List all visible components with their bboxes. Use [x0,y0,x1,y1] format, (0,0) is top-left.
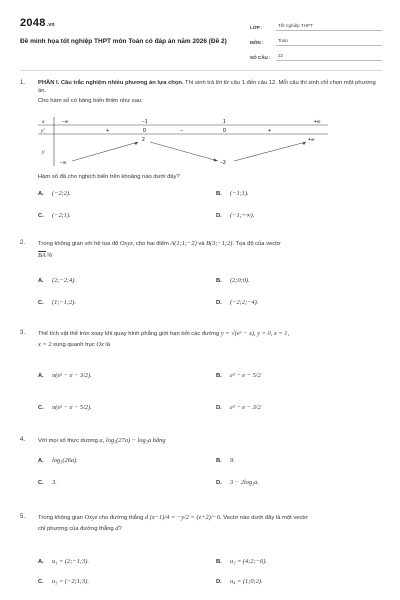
yprime-label: y' [41,128,45,134]
option-b[interactable] [216,457,235,466]
text: Trong không gian [38,515,85,521]
arrow-head [302,142,306,145]
option-text: (−1;1). [230,190,249,197]
meta-row-count [250,46,382,61]
option-text: π(e² − e − 5/2). [52,404,92,411]
option-text: u₄ = (1;0;2). [230,578,263,585]
meta-value: Tốt nghiệp THPT [276,23,382,31]
variation-table [38,114,338,168]
text: . Tọa độ của vectơ [232,241,281,247]
option-letter: C. [38,579,44,585]
option-letter: D. [216,300,222,306]
meta-value: 22 [276,53,382,61]
option-b[interactable] [216,372,261,381]
question-number: 4. [20,437,26,443]
prompt-text: Hàm số đã cho nghịch biến trên khoảng nào dưới đây? [38,174,180,180]
option-text: e² − e − 5/2 [230,372,261,379]
option-text: 9. [230,457,235,464]
sign: − [180,128,184,134]
option-d[interactable] [216,212,254,221]
sign: + [268,128,272,134]
option-text: (−2;1). [52,212,71,219]
question-5 [20,514,382,596]
option-letter: A. [38,559,44,565]
math: , log₃(27a) − log₃a bằng [102,437,166,444]
option-text: log₃(26a). [52,457,78,464]
math: x = 2 [38,341,52,349]
option-a[interactable] [38,457,78,466]
logo-text: 2048 [20,17,46,29]
y-value: −3 [220,160,226,166]
option-letter: B. [216,559,222,565]
text: Với mọi số thực dương [38,438,100,444]
option-letter: B. [216,278,222,284]
question-text [38,330,382,339]
option-text: π(e² − e − 3/2). [52,372,92,379]
option-letter: A. [38,278,44,284]
option-text: u₃ = (−2;1;3). [52,578,89,585]
meta-label: LỚP : [250,25,263,31]
math: a [99,437,103,444]
meta-label: MÔN : [250,40,264,46]
text: là [45,252,52,259]
question-text [38,240,382,249]
option-letter: D. [216,579,222,585]
site-logo[interactable] [20,16,55,30]
question-text [38,251,382,260]
text: và [196,241,207,247]
line-equation: (x−1)/4 = −y/2 = (z+2)/−6 [149,514,221,521]
question-body [38,240,382,263]
question-body [38,330,382,352]
option-text: (2;−2;4). [52,277,77,284]
option-a[interactable] [38,190,71,199]
option-text: u₁ = (2;−1;3). [52,558,89,565]
vector-ba: BA [38,251,46,259]
question-1 [20,80,382,238]
arrow-down [150,142,218,161]
question-number: 1. [20,80,26,86]
option-a[interactable] [38,372,92,381]
option-text: (−1;+∞). [230,212,255,219]
option-letter: B. [216,191,222,197]
document-header [20,10,382,62]
question-lead: Cho hàm số có bảng biến thiên như sau: [38,97,143,104]
y-value: 2 [142,137,145,143]
y-label: y [42,149,45,155]
math: , y = 0, x = 1, [253,330,290,337]
y-value: −∞ [60,160,67,166]
arrow-up [72,142,138,161]
option-text: u₂ = (4;2;−6). [230,558,267,565]
question-text [38,437,382,446]
option-c[interactable] [38,299,76,308]
logo-suffix: .vn [46,22,55,28]
math: B(3;−1;2) [206,240,233,247]
option-c[interactable] [38,578,89,587]
option-letter: D. [216,213,222,219]
option-text: 3. [52,479,57,486]
sign: 0 [223,128,226,134]
text: xung quanh trục [51,342,97,349]
math: Oxyz [119,240,133,247]
question-body [38,514,382,536]
question-4 [20,437,382,495]
arrow-up [234,142,306,161]
option-c[interactable] [38,404,92,413]
option-b[interactable] [216,558,267,567]
math: A(1;1;−2) [170,240,197,247]
option-letter: C. [38,300,44,306]
option-d[interactable] [216,479,259,488]
question-body [38,437,382,448]
document-title: Đề minh họa tốt nghiệp THPT môn Toán có đáp án năm 2026 (Đề 2) [20,38,227,45]
option-b[interactable] [216,277,250,286]
option-letter: B. [216,373,222,379]
document-meta [250,16,382,61]
option-text: 3 − 2log₃a. [230,479,260,486]
math: Oxyz [84,514,98,521]
x-value: 1 [223,119,226,125]
question-text [38,341,382,350]
option-letter: C. [38,405,44,411]
option-letter: B. [216,458,222,464]
question-number: 5. [20,514,26,520]
header-divider [20,70,382,71]
question-body [38,80,382,108]
y-value: +∞ [308,137,315,143]
arrow-head [214,158,218,161]
meta-row-subject [250,31,382,46]
question-intro [38,80,382,95]
question-2 [20,240,382,316]
math: y = √(eˣ − x) [220,330,254,337]
math: d [115,525,119,533]
meta-row-class [250,16,382,31]
sign: 0 [143,128,146,134]
option-letter: A. [38,373,44,379]
text: Thể tích vật thể tròn xoay khi quay hình phẳng giới hạn bởi các đường [38,331,221,337]
option-letter: C. [38,480,44,486]
option-letter: D. [216,405,222,411]
option-letter: A. [38,191,44,197]
option-b[interactable] [216,190,249,199]
text: ? [118,526,122,533]
option-c[interactable] [38,479,57,488]
option-letter: C. [38,213,44,219]
option-d[interactable] [216,299,258,308]
x-value: +∞ [314,119,321,125]
option-d[interactable] [216,578,263,587]
question-text [38,525,382,534]
option-text: (2;0;0). [230,277,250,284]
option-text: (−2;2;−4). [230,299,259,306]
text: chỉ phương của đường thẳng [38,526,116,533]
arrow-head [134,142,138,145]
text: , cho hai điểm [132,241,171,247]
option-text: (−2;2). [52,190,71,197]
option-c[interactable] [38,212,71,221]
math: d [144,514,149,521]
x-value: −∞ [62,119,69,125]
question-3 [20,330,382,430]
text: cho đường thẳng [97,515,145,521]
option-d[interactable] [216,404,261,413]
option-a[interactable] [38,277,76,286]
math: Ox [96,341,104,349]
question-prompt [38,174,382,184]
option-letter: D. [216,480,222,486]
option-a[interactable] [38,558,89,567]
text: Trong không gian với hệ tọa độ [38,241,120,247]
option-letter: A. [38,458,44,464]
meta-label: SỐ CÂU : [250,55,271,61]
option-text: e² − e − 3/2 [230,404,261,411]
sign: + [106,128,110,134]
text: là [103,342,110,349]
x-label: x [42,119,45,125]
question-number: 2. [20,240,26,246]
part-title: PHẦN I. Câu trắc nghiệm nhiều phương án lựa chọn. [38,80,184,86]
meta-value: Toán [276,38,382,46]
x-value: −1 [142,119,148,125]
question-number: 3. [20,330,26,336]
question-text [38,514,382,523]
text: . Vectơ nào dưới đây là một vectơ [220,515,308,521]
intro-text: Thí sinh trả lời từ câu 1 đến câu 12. Mỗi câu thí sinh chỉ chọn một phương án. [38,80,376,94]
option-text: (1;−1;2). [52,299,77,306]
